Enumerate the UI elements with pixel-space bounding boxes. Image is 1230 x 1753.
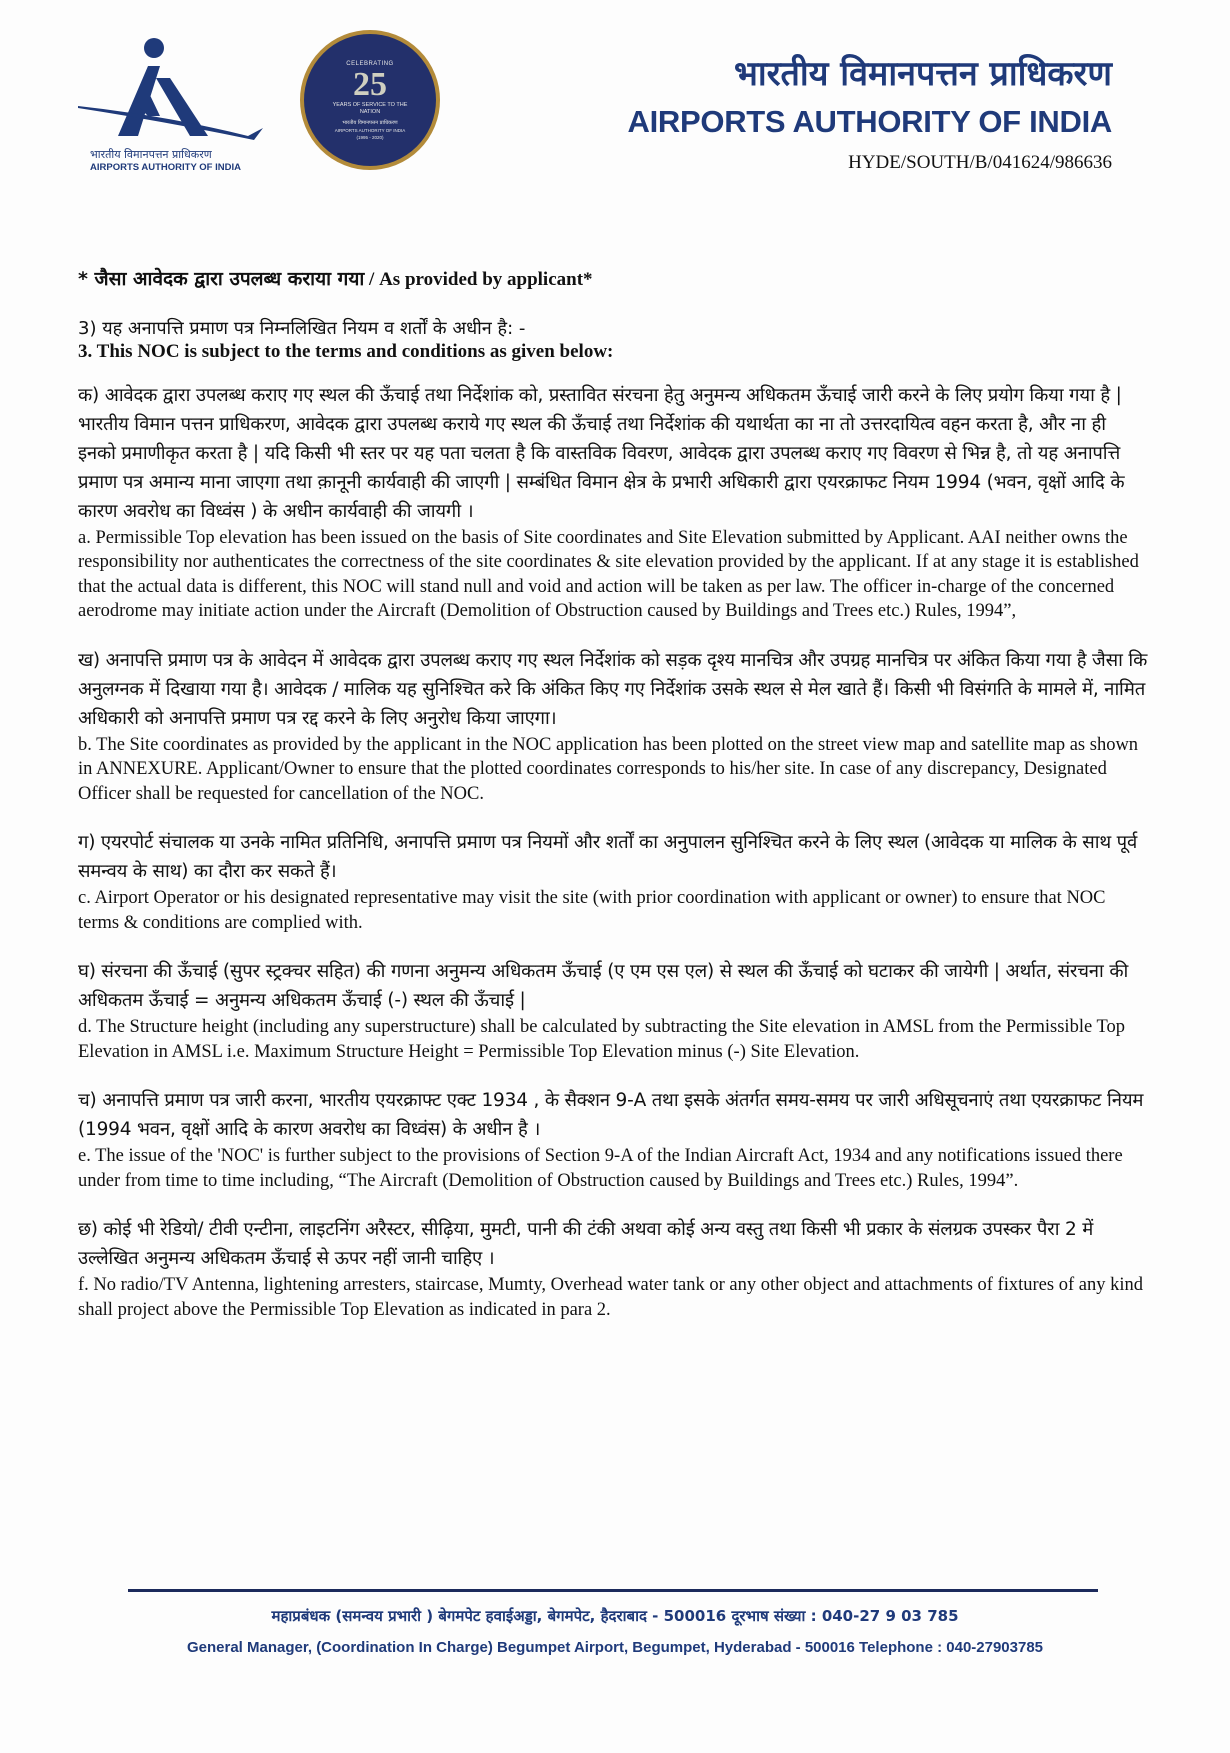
- logo-caption-english: AIRPORTS AUTHORITY OF INDIA: [90, 162, 241, 173]
- aai-emblem-icon: [78, 36, 278, 144]
- document-body: [78, 265, 1148, 1344]
- 25-years-badge: [300, 30, 440, 170]
- badge-caption-hindi: भारतीय विमानपत्तन प्राधिकरण: [342, 119, 398, 126]
- badge-number: 25: [353, 65, 387, 103]
- logo-caption-hindi: भारतीय विमानपत्तन प्राधिकरण: [90, 148, 212, 161]
- provided-note-english: / As provided by applicant*: [364, 269, 593, 290]
- clause-a-hindi: क) आवेदक द्वारा उपलब्ध कराए गए स्थल की ऊँचाई तथा निर्देशांक को, प्रस्तावित संरचना हेतु अनुमन्य अधिकतम ऊँचाई जारी करने के लिए प्रयोग किया गया है | भारतीय विमान पत्तन प्राधिकरण, आवेदक द्वारा उपलब्ध कराये गए स्थल की ऊँचाई तथा निर्देशांक की यथार्थता का ना तो उत्तरदायित्व वहन करता है, और ना ही इनको प्रमाणीकृत करता है | यदि किसी भी स्तर पर यह पता चलता है कि वास्तविक विवरण, आवेदक द्वारा उपलब्ध कराए गए विवरण से भिन्न है, तो यह अनापत्ति प्रमाण पत्र अमान्य माना जाएगा तथा क़ानूनी कार्यवाही की जाएगी | सम्बंधित विमान क्षेत्र के प्रभारी अधिकारी द्वारा एयरक्राफट नियम 1994 (भवन, वृक्षों आदि के कारण अवरोध का विध्वंस ) के अधीन कार्यवाही की जायगी ।: [78, 384, 1125, 522]
- aai-logo: [78, 36, 288, 186]
- badge-celebrating-text: CELEBRATING: [346, 60, 394, 67]
- clause-e-english: e. The issue of the 'NOC' is further subject to the provisions of Section 9-A of the Indian Aircraft Act, 1934 and any notifications issued there under from time to time including, “The Aircraft (Demolition of Obstruction caused by Buildings and Trees etc.) Rules, 1994”.: [78, 1146, 1123, 1191]
- clause-f-english: f. No radio/TV Antenna, lightening arresters, staircase, Mumty, Overhead water tank or any other object and attachments of fixtures of any kind shall project above the Permissible Top Elevation as indicated in para 2.: [78, 1275, 1143, 1320]
- clause-c-english: c. Airport Operator or his designated representative may visit the site (with prior coordination with applicant or owner) to ensure that NOC terms & conditions are complied with.: [78, 888, 1106, 933]
- badge-years-text: YEARS OF SERVICE TO THE NATION: [332, 101, 408, 115]
- footer-address-english: General Manager, (Coordination In Charge) Begumpet Airport, Begumpet, Hyderabad - 500016 Telephone : 040-27903785: [186, 1639, 1044, 1656]
- clause-b: [78, 646, 1148, 807]
- provided-note-hindi: * जैसा आवेदक द्वारा उपलब्ध कराया गया: [78, 268, 365, 290]
- clause-c-hindi: ग) एयरपोर्ट संचालक या उनके नामित प्रतिनिधि, अनापत्ति प्रमाण पत्र नियमों और शर्तों का अनुपालन सुनिश्चित करने के लिए स्थल (आवेदक या मालिक के साथ पूर्व समन्वय के साथ) का दौरा कर सकते हैं।: [78, 832, 1138, 882]
- badge-caption-english: AIRPORTS AUTHORITY OF INDIA: [334, 127, 406, 133]
- terms-intro-hindi: 3) यह अनापत्ति प्रमाण पत्र निम्नलिखित नियम व शर्तों के अधीन है: -: [78, 317, 526, 339]
- clause-d-hindi: घ) संरचना की ऊँचाई (सुपर स्ट्रक्चर सहित) की गणना अनुमन्य अधिकतम ऊँचाई (ए एम एस एल) से स्थल की ऊँचाई को घटाकर की जायेगी | अर्थात, संरचना की अधिकतम ऊँचाई = अनुमन्य अधिकतम ऊँचाई (-) स्थल की ऊँचाई |: [78, 961, 1129, 1011]
- clause-e-hindi: च) अनापत्ति प्रमाण पत्र जारी करना, भारतीय एयरक्राफ्ट एक्ट 1934 , के सैक्शन 9-A तथा इसके अंतर्गत समय-समय पर जारी अधिसूचनाएं तथा एयरक्राफट नियम (1994 भवन, वृक्षों आदि के कारण अवरोध का विध्वंस) के अधीन है ।: [78, 1090, 1144, 1140]
- clause-f-hindi: छ) कोई भी रेडियो/ टीवी एन्टीना, लाइटनिंग अरैस्टर, सीढ़िया, मुमटी, पानी की टंकी अथवा कोई अन्य वस्तु तथा किसी भी प्रकार के संलग्रक उपस्कर पैरा 2 में उल्लेखित अनुमन्य अधिकतम ऊँचाई से ऊपर नहीं जानी चाहिए ।: [78, 1219, 1094, 1269]
- clause-b-english: b. The Site coordinates as provided by the applicant in the NOC application has been plotted on the street view map and satellite map as shown in ANNEXURE. Applicant/Owner to ensure that the plotted coordinates corresponds to his/her site. In case of any discrepancy, Designated Officer shall be requested for cancellation of the NOC.: [78, 734, 1139, 804]
- reference-number: HYDE/SOUTH/B/041624/986636: [848, 152, 1112, 173]
- provided-by-applicant-note: [78, 265, 1148, 293]
- clause-b-hindi: ख) अनापत्ति प्रमाण पत्र के आवेदन में आवेदक द्वारा उपलब्ध कराए गए स्थल निर्देशांक को सड़क दृश्य मानचित्र और उपग्रह मानचित्र पर अंकित किया गया है जैसा कि अनुलग्नक में दिखाया गया है। आवेदक / मालिक यह सुनिश्चित करे कि अंकित किए गए निर्देशांक उसके स्थल से मेल खाते हैं। किसी भी विसंगति के मामले में, नामित अधिकारी को अनापत्ति प्रमाण पत्र रद्द करने के लिए अनुरोध किया जाएगा।: [78, 649, 1148, 729]
- terms-intro-english: 3. This NOC is subject to the terms and conditions as given below:: [78, 340, 614, 362]
- footer-address-hindi: महाप्रबंधक (समन्वय प्रभारी ) बेगमपेट हवाईअड्डा, बेगमपेट, हैदराबाद - 500016 दूरभाष संख्या : 040-27 9 03 785: [271, 1607, 959, 1625]
- footer-divider: [128, 1589, 1098, 1592]
- badge-years-range: (1995 - 2020): [356, 134, 384, 140]
- clause-d: [78, 957, 1148, 1064]
- org-name-english: AIRPORTS AUTHORITY OF INDIA: [627, 104, 1112, 139]
- clause-a: [78, 381, 1148, 624]
- clause-e: [78, 1086, 1148, 1193]
- org-name-hindi: भारतीय विमानपत्तन प्राधिकरण: [733, 54, 1112, 94]
- clause-c: [78, 828, 1148, 935]
- clause-d-english: d. The Structure height (including any superstructure) shall be calculated by subtracting the Site elevation in AMSL from the Permissible Top Elevation in AMSL i.e. Maximum Structure Height = Permissible Top Elevation minus (-) Site Elevation.: [78, 1017, 1125, 1062]
- logo-captions: [90, 148, 241, 174]
- clause-a-english: a. Permissible Top elevation has been issued on the basis of Site coordinates and Site Elevation submitted by Applicant. AAI neither owns the responsibility nor authenticates the correctness of the site coordinates & site elevation provided by the applicant. If at any stage it is established that the actual data is different, this NOC will stand null and void and action will be taken as per law. The officer in-charge of the concerned aerodrome may initiate action under the Aircraft (Demolition of Obstruction caused by Buildings and Trees etc.) Rules, 1994”,: [78, 527, 1139, 621]
- clause-f: [78, 1215, 1148, 1322]
